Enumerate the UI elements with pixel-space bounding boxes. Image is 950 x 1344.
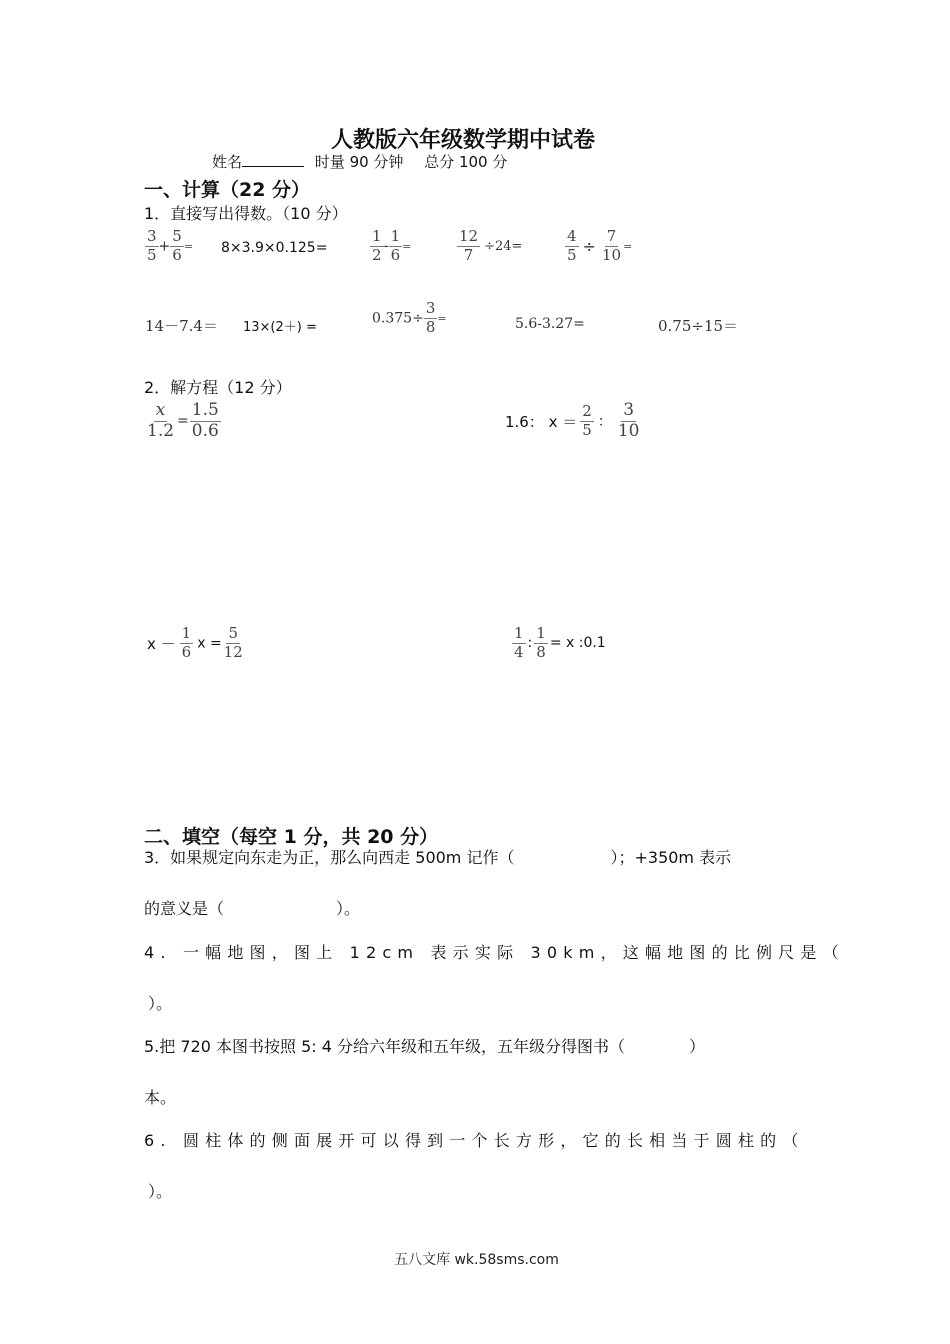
fraction: $\frac{3}{10}$ [617, 400, 640, 441]
question-5-line-1: 5.把 720 本图书按照 5: 4 分给六年级和五年级，五年级分得图书（ ） [144, 1037, 705, 1056]
calc-1-4: $\frac{12}{7}$ ÷24= [459, 227, 523, 264]
fraction: $\frac{1}{8}$ [536, 624, 546, 661]
fraction: $\frac{3}{8}$ [425, 299, 436, 336]
question-3-line-2: 的意义是（ ）。 [144, 899, 361, 918]
calc-2-3: 0.375÷ $\frac{3}{8}$ = [372, 299, 447, 336]
calc-1-2: 8×3.9×0.125= [221, 240, 328, 256]
fraction: $\frac{1}{2}$ [372, 227, 382, 264]
calc-2-2: 13×(2＋) = [243, 320, 317, 335]
calc-1-3: $\frac{1}{2}$ - $\frac{1}{6}$ = [372, 227, 412, 264]
question-1-heading: 1．直接写出得数。（10 分） [144, 204, 348, 223]
fraction: $\frac{1.5}{0.6}$ [191, 400, 219, 441]
calc-2-1: 14－7.4＝ [145, 317, 218, 335]
fraction: $\frac{4}{5}$ [567, 227, 577, 264]
calc-1-5: $\frac{4}{5}$ ÷ $\frac{7}{10}$ = [567, 227, 633, 264]
question-5-line-2: 本。 [144, 1088, 177, 1107]
fraction: $\frac{12}{7}$ [459, 227, 479, 264]
equation-3: x － $\frac{1}{6}$ x = $\frac{5}{12}$ [147, 624, 243, 661]
fraction: $\frac{7}{10}$ [601, 227, 622, 264]
fraction: $\frac{3}{5}$ [147, 227, 157, 264]
question-4-line-1: 4. 一幅地图，图上 12cm 表示实际 30km，这幅地图的比例尺是（ [144, 943, 845, 962]
equation-2: 1.6： x ＝ $\frac{2}{5}$ ： $\frac{3}{10}$ [505, 400, 640, 441]
equation-1: $\frac{x}{1.2}$ = $\frac{1.5}{0.6}$ [147, 400, 219, 441]
exam-meta [212, 151, 507, 172]
fraction: $\frac{1}{6}$ [181, 624, 192, 661]
question-2-heading: 2．解方程（12 分） [144, 378, 292, 397]
page-footer: 五八文库 wk.58sms.com [394, 1252, 559, 1268]
section-1-heading: 一、计算（22 分） [144, 179, 311, 201]
calc-2-4: 5.6-3.27= [515, 316, 585, 332]
name-blank[interactable] [242, 152, 304, 167]
total-score: 总分 100 分 [424, 153, 508, 171]
question-4-line-2: ）。 [148, 994, 173, 1013]
question-6-line-2: ）。 [148, 1182, 173, 1201]
question-6-line-1: 6. 圆柱体的侧面展开可以得到一个长方形，它的长相当于圆柱的（ [144, 1131, 805, 1150]
fraction: $\frac{2}{5}$ [582, 402, 592, 439]
calc-2-5: 0.75÷15＝ [658, 317, 739, 335]
time-limit: 时量 90 分钟 [314, 153, 404, 171]
question-3-line-1: 3．如果规定向东走为正，那么向西走 500m 记作（ ）；+350m 表示 [144, 848, 732, 867]
page-title: 人教版六年级数学期中试卷 [331, 128, 596, 153]
fraction: $\frac{1}{6}$ [390, 227, 401, 264]
name-label: 姓名 [212, 153, 243, 171]
section-2-heading: 二、填空（每空 1 分，共 20 分） [144, 826, 439, 848]
fraction: $\frac{x}{1.2}$ [147, 400, 175, 441]
calc-1-1: $\frac{3}{5}$ + $\frac{5}{6}$ = [147, 227, 194, 264]
equation-4: $\frac{1}{4}$ : $\frac{1}{8}$ = x :0.1 [514, 624, 606, 661]
fraction: $\frac{5}{6}$ [172, 227, 182, 264]
fraction: $\frac{1}{4}$ [514, 624, 524, 661]
fraction: $\frac{5}{12}$ [223, 624, 243, 661]
